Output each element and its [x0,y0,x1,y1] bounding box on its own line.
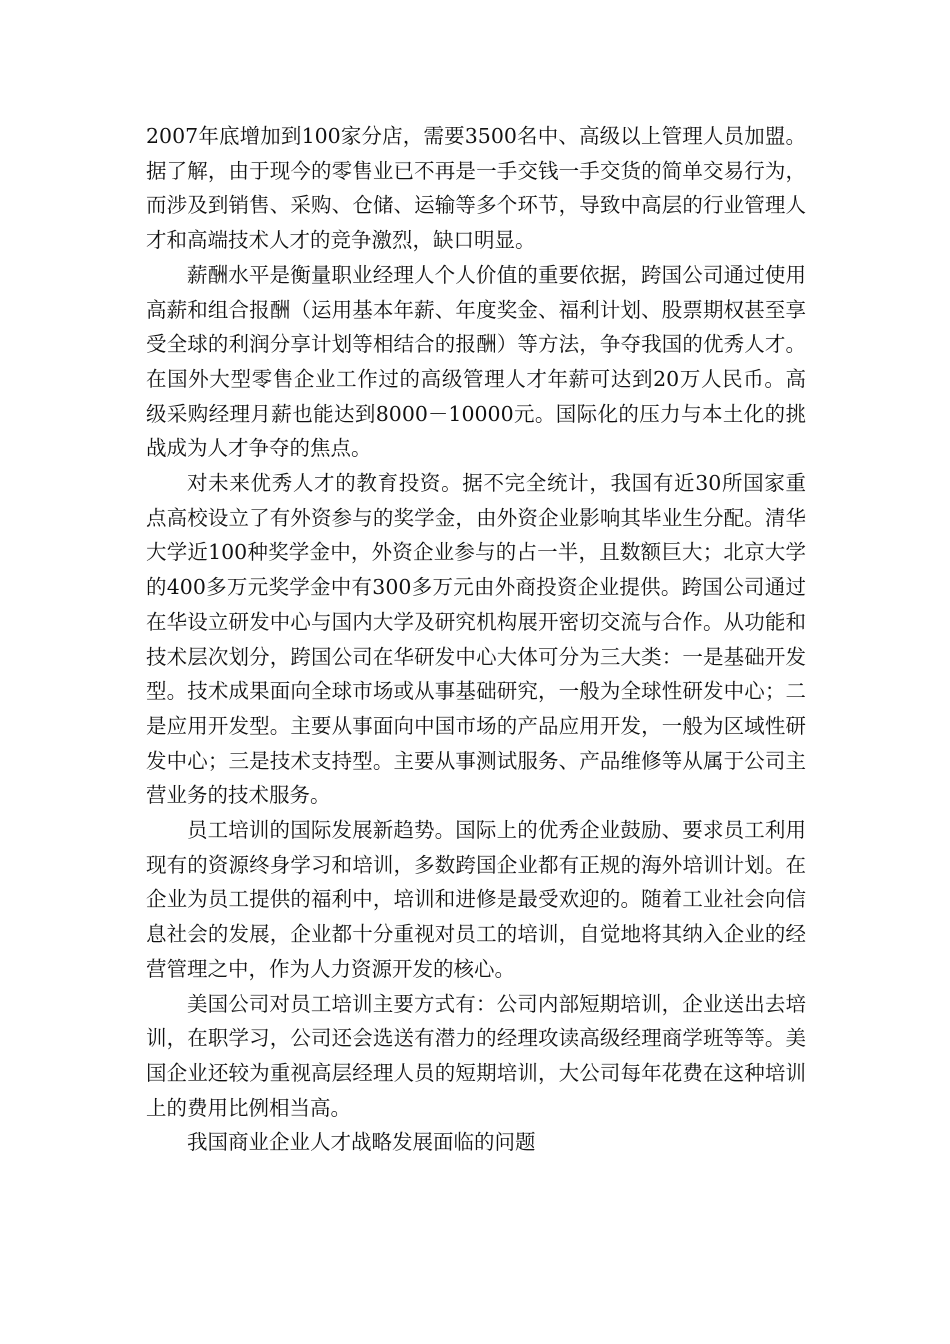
paragraph-continuation: 2007年底增加到100家分店，需要3500名中、高级以上管理人员加盟。据了解，由于现今的零售业已不再是一手交钱一手交货的简单交易行为，而涉及到销售、采购、仓储、运输等多个环节，导致中高层的行业管理人才和高端技术人才的竞争激烈，缺口明显。 [146,124,806,253]
paragraph-us-training: 美国公司对员工培训主要方式有：公司内部短期培训，企业送出去培训，在职学习，公司还会选送有潜力的经理攻读高级经理商学班等等。美国企业还较为重视高层经理人员的短期培训，大公司每年花费在这种培训上的费用比例相当高。 [146,991,806,1120]
document-body [146,119,806,1160]
section-heading: 我国商业企业人才战略发展面临的问题 [187,1130,536,1155]
paragraph-training-trend: 员工培训的国际发展新趋势。国际上的优秀企业鼓励、要求员工利用现有的资源终身学习和培训，多数跨国企业都有正规的海外培训计划。在企业为员工提供的福利中，培训和进修是最受欢迎的。随着工业社会向信息社会的发展，企业都十分重视对员工的培训，自觉地将其纳入企业的经营管理之中，作为人力资源开发的核心。 [146,818,806,981]
paragraph-salary: 薪酬水平是衡量职业经理人个人价值的重要依据，跨国公司通过使用高薪和组合报酬（运用基本年薪、年度奖金、福利计划、股票期权甚至享受全球的利润分享计划等相结合的报酬）等方法，争夺我国的优秀人才。在国外大型零售企业工作过的高级管理人才年薪可达到20万人民币。高级采购经理月薪也能达到8000－10000元。国际化的压力与本土化的挑战成为人才争夺的焦点。 [146,262,806,461]
paragraph-education-investment: 对未来优秀人才的教育投资。据不完全统计，我国有近30所国家重点高校设立了有外资参与的奖学金，由外资企业影响其毕业生分配。清华大学近100种奖学金中，外资企业参与的占一半，且数额巨大；北京大学的400多万元奖学金中有300多万元由外商投资企业提供。跨国公司通过在华设立研发中心与国内大学及研究机构展开密切交流与合作。从功能和技术层次划分，跨国公司在华研发中心大体可分为三大类：一是基础开发型。技术成果面向全球市场或从事基础研究，一般为全球性研发中心；二是应用开发型。主要从事面向中国市场的产品应用开发，一般为区域性研发中心；三是技术支持型。主要从事测试服务、产品维修等从属于公司主营业务的技术服务。 [146,471,806,808]
